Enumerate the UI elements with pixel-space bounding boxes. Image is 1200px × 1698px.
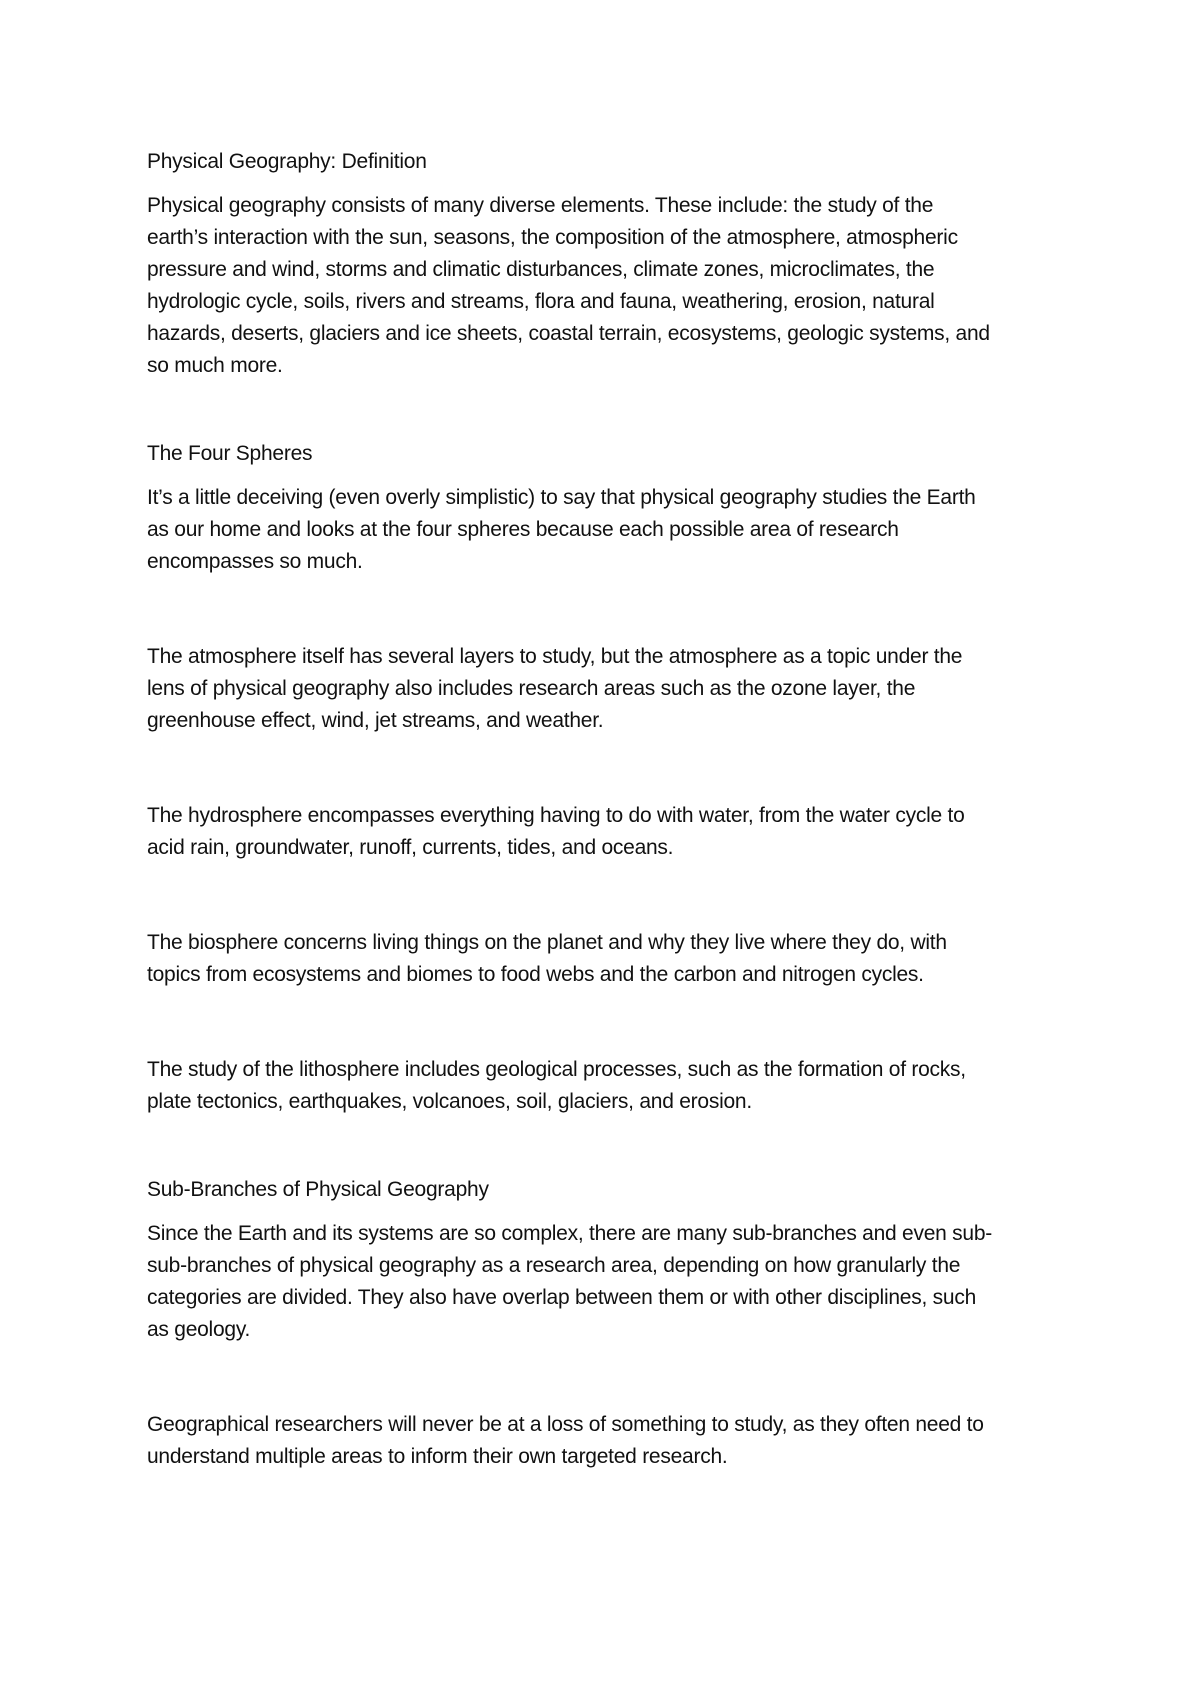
paragraph-line: acid rain, groundwater, runoff, currents, tides, and oceans.: [147, 836, 674, 859]
paragraph-line: plate tectonics, earthquakes, volcanoes, soil, glaciers, and erosion.: [147, 1090, 752, 1113]
paragraph-atmosphere: [147, 641, 1077, 737]
section-heading-definition: Physical Geography: Definition: [147, 150, 427, 173]
paragraph-line: It’s a little deceiving (even overly simplistic) to say that physical geography studies the Earth: [147, 486, 976, 509]
paragraph-line: The atmosphere itself has several layers to study, but the atmosphere as a topic under the: [147, 645, 963, 668]
paragraph-line: pressure and wind, storms and climatic disturbances, climate zones, microclimates, the: [147, 258, 935, 281]
document-body: [147, 146, 1077, 1473]
paragraph-biosphere: [147, 927, 1077, 991]
paragraph-line: sub-branches of physical geography as a research area, depending on how granularly the: [147, 1254, 961, 1277]
section-heading-sub-branches: Sub-Branches of Physical Geography: [147, 1178, 489, 1201]
paragraph-definition: [147, 190, 1077, 382]
paragraph-line: as geology.: [147, 1318, 251, 1341]
paragraph-line: The hydrosphere encompasses everything having to do with water, from the water cycle to: [147, 804, 965, 827]
paragraph-line: earth’s interaction with the sun, seasons, the composition of the atmosphere, atmospheric: [147, 226, 958, 249]
paragraph-researchers: [147, 1409, 1077, 1473]
paragraph-line: hazards, deserts, glaciers and ice sheets, coastal terrain, ecosystems, geologic systems, and: [147, 322, 990, 345]
paragraph-line: greenhouse effect, wind, jet streams, and weather.: [147, 709, 604, 732]
paragraph-sub-branches: [147, 1218, 1077, 1346]
paragraph-line: lens of physical geography also includes research areas such as the ozone layer, the: [147, 677, 916, 700]
section-heading-four-spheres: The Four Spheres: [147, 442, 313, 465]
paragraph-line: Physical geography consists of many diverse elements. These include: the study of the: [147, 194, 934, 217]
paragraph-line: categories are divided. They also have overlap between them or with other disciplines, such: [147, 1286, 977, 1309]
paragraph-line: encompasses so much.: [147, 550, 363, 573]
paragraph-line: understand multiple areas to inform their own targeted research.: [147, 1445, 728, 1468]
paragraph-line: hydrologic cycle, soils, rivers and streams, flora and fauna, weathering, erosion, natural: [147, 290, 935, 313]
paragraph-line: The study of the lithosphere includes geological processes, such as the formation of rocks,: [147, 1058, 966, 1081]
paragraph-line: so much more.: [147, 354, 283, 377]
paragraph-four-spheres-intro: [147, 482, 1077, 578]
paragraph-line: Since the Earth and its systems are so complex, there are many sub-branches and even sub-: [147, 1222, 993, 1245]
paragraph-lithosphere: [147, 1054, 1077, 1118]
paragraph-line: as our home and looks at the four spheres because each possible area of research: [147, 518, 899, 541]
paragraph-line: The biosphere concerns living things on the planet and why they live where they do, with: [147, 931, 947, 954]
paragraph-hydrosphere: [147, 800, 1077, 864]
paragraph-line: Geographical researchers will never be at a loss of something to study, as they often need to: [147, 1413, 984, 1436]
paragraph-line: topics from ecosystems and biomes to food webs and the carbon and nitrogen cycles.: [147, 963, 924, 986]
